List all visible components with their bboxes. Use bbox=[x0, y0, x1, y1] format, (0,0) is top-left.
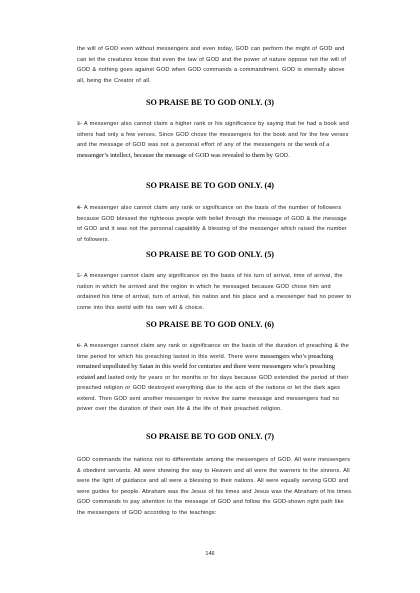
paragraph-6-number: 6- bbox=[77, 343, 82, 349]
paragraph-6 bbox=[77, 341, 353, 415]
paragraph-3-text-c: GOD. bbox=[275, 152, 290, 159]
paragraph-4-text: A messenger also cannot claim any rank or significance on the basis of the number of followers because GOD blessed the righteous people with belief through the message of GOD & the message of GOD and it was not the personal capability & blessing of the messenger which raised the number of followers. bbox=[77, 205, 347, 243]
paragraph-4-number: 4- bbox=[77, 205, 82, 211]
heading-praise-7: SO PRAISE BE TO GOD ONLY. (7) bbox=[145, 432, 275, 441]
paragraph-6-text-b: messengers who’s preaching remained unpolluted by Satan in this world for centuries and there were messengers who’s preaching existed and bbox=[77, 352, 336, 381]
page-number: 146 bbox=[205, 551, 215, 557]
paragraph-5 bbox=[77, 271, 353, 313]
paragraph-5-number: 5- bbox=[77, 273, 82, 279]
paragraph-3-text-b: the work of a messenger’s intellect, because the message of GOD was revealed to them by bbox=[77, 141, 330, 159]
paragraph-5-text: A messenger cannot claim any significance on the basis of his turn of arrival, time of arrival, the nation in which he arrived and the region in which he messaged because GOD chose him and ordained his time of arrival, turn of arrival, his nation and his place and a messenger had no power to come into this world with his own will & choice. bbox=[77, 273, 352, 311]
paragraph-intro-text: the will of GOD even without messengers and even today, GOD can perform the might of GOD and can let the creatures know that even the law of GOD and the power of nature oppose not the will of GOD & nothing goes against GOD when GOD commands a commandment. GOD is eternally above all, being the Creator of all. bbox=[77, 46, 347, 84]
paragraph-7-text: GOD commands the nations not to differentiate among the messengers of GOD. All were messengers & obedient servants. All were showing the way to Heaven and all were the warners to the sinners. All were the light of guidance and all were a blessing to their nations. All were equally serving GOD and were guides for people. Abraham was the Jesus of his times and Jesus was the Abraham of his times. GOD commands to pay attention to the message of GOD and follow the GOD-shown right path like the messengers of GOD according to the teachings: bbox=[77, 457, 353, 516]
paragraph-intro bbox=[77, 44, 353, 86]
heading-praise-6: SO PRAISE BE TO GOD ONLY. (6) bbox=[145, 320, 275, 329]
paragraph-4 bbox=[77, 203, 353, 245]
paragraph-3-number: 3- bbox=[77, 121, 82, 127]
heading-praise-3: SO PRAISE BE TO GOD ONLY. (3) bbox=[145, 98, 275, 107]
heading-praise-4: SO PRAISE BE TO GOD ONLY. (4) bbox=[145, 181, 275, 190]
paragraph-3-text-a: A messenger also cannot claim a higher rank or his significance by saying that he had a book and others had only a few verses. Since GOD chose the messengers for the book and for the few verses and the message of GOD was not a personal effort of any of the messengers or bbox=[77, 121, 349, 148]
heading-praise-5: SO PRAISE BE TO GOD ONLY. (5) bbox=[145, 250, 275, 259]
paragraph-7 bbox=[77, 455, 353, 518]
paragraph-6-text-c: lasted only for years or for months or for days because GOD extended the period of their preached religion or GOD destroyed everything due to the acts of the nations or let the dark ages extend. Then GOD sent another messenger to revive the same message and messengers had no power over the duration of their own life & the life of their preached religion. bbox=[77, 374, 349, 412]
paragraph-3 bbox=[77, 119, 353, 161]
paragraph-6-text-a: A messenger cannot claim any rank or significance on the basis of the duration of preaching & the time period for which his preaching lasted in this world. There were bbox=[77, 343, 349, 360]
